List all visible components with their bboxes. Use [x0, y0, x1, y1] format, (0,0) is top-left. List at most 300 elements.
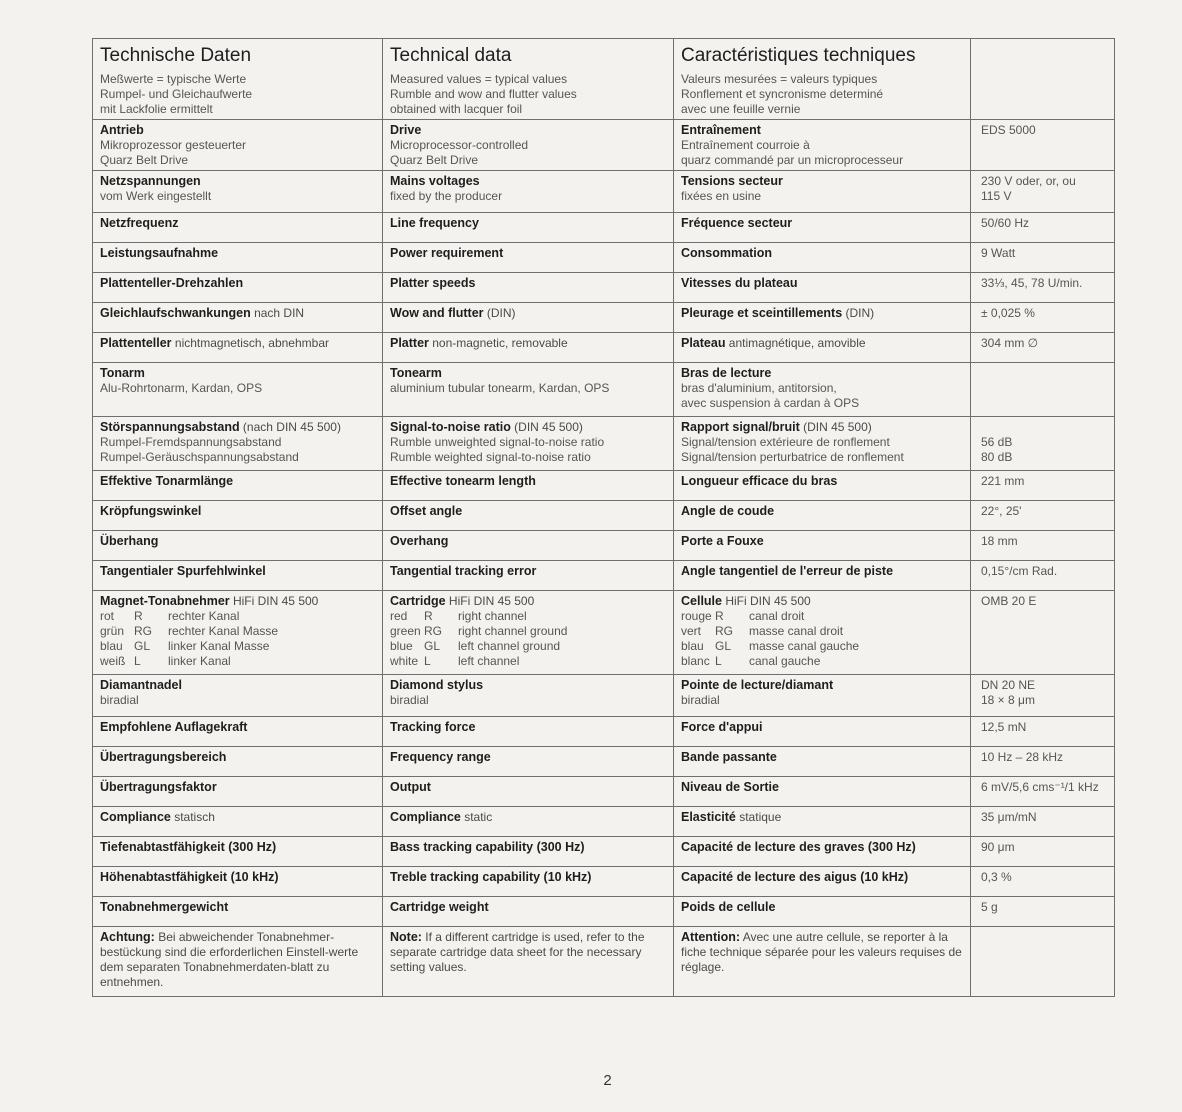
spec-label: Bras de lecture	[681, 366, 772, 380]
spec-label-extra: antimagnétique, amovible	[725, 336, 866, 350]
spec-value-line: 33⅓, 45, 78 U/min.	[981, 276, 1083, 290]
spec-label: Magnet-Tonabnehmer	[100, 594, 230, 608]
note-value	[971, 927, 1115, 997]
spec-cell-fr	[674, 561, 971, 591]
spec-label: Kröpfungswinkel	[100, 504, 202, 518]
spec-cell-de	[93, 531, 383, 561]
spec-value	[971, 213, 1115, 243]
spec-value	[971, 171, 1115, 213]
spec-label-extra: HiFi DIN 45 500	[722, 594, 811, 608]
header-de-sub: Rumpel- und Gleichaufwerte	[100, 87, 253, 101]
spec-label: Overhang	[390, 534, 449, 548]
spec-label: Fréquence secteur	[681, 216, 793, 230]
spec-cell-de	[93, 471, 383, 501]
spec-row	[93, 303, 1115, 333]
spec-sub: Mikroprozessor gesteuerter	[100, 138, 247, 152]
spec-cell-fr	[674, 897, 971, 927]
spec-value	[971, 777, 1115, 807]
header-value	[971, 39, 1115, 120]
spec-label: Effective tonearm length	[390, 474, 536, 488]
wire-color-entry: RG	[715, 624, 733, 638]
spec-sub: biradial	[100, 693, 139, 707]
header-fr-sub: avec une feuille vernie	[681, 102, 801, 116]
wire-color-entry: white	[390, 654, 419, 668]
spec-label: Consommation	[681, 246, 772, 260]
spec-value-line: 35 μm/mN	[981, 810, 1037, 824]
spec-label: Line frequency	[390, 216, 479, 230]
spec-label-extra: HiFi DIN 45 500	[229, 594, 319, 608]
wire-color-entry: R	[134, 609, 143, 623]
spec-row	[93, 717, 1115, 747]
spec-sub: Signal/tension perturbatrice de ronflement	[681, 450, 904, 464]
wire-color-entry: R	[715, 609, 724, 623]
spec-cell-de	[93, 171, 383, 213]
spec-cell-de	[93, 561, 383, 591]
spec-label-extra: nach DIN	[250, 306, 305, 320]
header-en-sub: Measured values = typical values	[390, 72, 568, 86]
spec-cell-de	[93, 897, 383, 927]
header-fr	[674, 39, 971, 120]
spec-label: Pleurage et sceintillements	[681, 306, 843, 320]
spec-label-extra: (DIN)	[842, 306, 875, 320]
spec-cell-de	[93, 747, 383, 777]
notes-row	[93, 927, 1115, 997]
spec-value-line: OMB 20 E	[981, 594, 1037, 608]
note-label: Attention:	[681, 930, 741, 944]
spec-row	[93, 867, 1115, 897]
spec-value-line: DN 20 NE	[981, 678, 1036, 692]
spec-cell-de	[93, 777, 383, 807]
spec-label: Cellule	[681, 594, 722, 608]
technical-data-table	[92, 38, 1115, 997]
spec-cell-en	[383, 747, 674, 777]
header-fr-sub: Valeurs mesurées = valeurs typiques	[681, 72, 878, 86]
spec-sub: Alu-Rohrtonarm, Kardan, OPS	[100, 381, 263, 395]
wire-color-entry: grün	[100, 624, 125, 638]
spec-label: Output	[390, 780, 431, 794]
spec-value-line: 18 × 8 μm	[981, 693, 1035, 707]
wire-color-entry: canal gauche	[749, 654, 821, 668]
spec-cell-en	[383, 243, 674, 273]
spec-label: Tonabnehmergewicht	[100, 900, 229, 914]
wire-color-entry: right channel ground	[458, 624, 568, 638]
spec-cell-fr	[674, 717, 971, 747]
spec-label: Plateau	[681, 336, 726, 350]
wire-color-entry: blanc	[681, 654, 710, 668]
spec-label-extra: non-magnetic, removable	[428, 336, 568, 350]
spec-cell-en	[383, 675, 674, 717]
spec-sub: Microprocessor-controlled	[390, 138, 529, 152]
spec-row	[93, 213, 1115, 243]
spec-value	[971, 867, 1115, 897]
spec-value-line: 0,15°/cm Rad.	[981, 564, 1058, 578]
spec-label: Pointe de lecture/diamant	[681, 678, 834, 692]
wire-color-list	[100, 609, 375, 669]
spec-sub: Rumpel-Fremdspannungsabstand	[100, 435, 282, 449]
spec-cell-fr	[674, 120, 971, 171]
spec-label: Plattenteller	[100, 336, 172, 350]
note-text: Avec une autre cellule, se reporter à la fiche technique séparée pour les valeurs requises de réglage.	[681, 930, 962, 974]
spec-cell-fr	[674, 417, 971, 471]
wire-color-entry: vert	[681, 624, 702, 638]
spec-value-line: 6 mV/5,6 cms⁻¹/1 kHz	[981, 780, 1099, 794]
spec-cell-de	[93, 363, 383, 417]
spec-value	[971, 501, 1115, 531]
spec-row	[93, 561, 1115, 591]
spec-value-line: 304 mm ∅	[981, 336, 1039, 350]
spec-label: Longueur efficace du bras	[681, 474, 838, 488]
spec-label-extra: (nach DIN 45 500)	[239, 420, 341, 434]
spec-value-line: 230 V oder, or, ou	[981, 174, 1076, 188]
spec-label: Plattenteller-Drehzahlen	[100, 276, 244, 290]
spec-label: Gleichlaufschwankungen	[100, 306, 251, 320]
spec-label: Diamantnadel	[100, 678, 182, 692]
spec-row	[93, 531, 1115, 561]
spec-cell-de	[93, 591, 383, 675]
spec-value	[971, 591, 1115, 675]
spec-label: Leistungsaufnahme	[100, 246, 219, 260]
spec-label: Bande passante	[681, 750, 777, 764]
spec-cell-fr	[674, 867, 971, 897]
spec-row	[93, 363, 1115, 417]
header-en-title: Technical data	[390, 45, 512, 66]
spec-cell-en	[383, 501, 674, 531]
spec-cell-de	[93, 303, 383, 333]
spec-label: Angle de coude	[681, 504, 775, 518]
spec-sub: biradial	[390, 693, 429, 707]
spec-value-line: 115 V	[981, 189, 1012, 203]
spec-cell-fr	[674, 591, 971, 675]
spec-cell-fr	[674, 303, 971, 333]
spec-value	[971, 303, 1115, 333]
spec-label-extra: (DIN 45 500)	[510, 420, 583, 434]
note-label: Achtung:	[100, 930, 155, 944]
spec-value	[971, 807, 1115, 837]
spec-value	[971, 675, 1115, 717]
page-number: 2	[603, 1072, 612, 1089]
spec-cell-en	[383, 717, 674, 747]
spec-label: Compliance	[100, 810, 171, 824]
spec-label: Tangential tracking error	[390, 564, 537, 578]
note-cell-fr	[674, 927, 971, 997]
spec-label: Empfohlene Auflagekraft	[100, 720, 248, 734]
spec-value-line: 22°, 25'	[981, 504, 1022, 518]
spec-label: Übertragungsfaktor	[100, 780, 217, 794]
spec-sub: aluminium tubular tonearm, Kardan, OPS	[390, 381, 610, 395]
wire-color-entry: L	[715, 654, 722, 668]
spec-label: Cartridge	[390, 594, 446, 608]
spec-label: Elasticité	[681, 810, 736, 824]
spec-cell-de	[93, 867, 383, 897]
wire-color-entry: rechter Kanal Masse	[168, 624, 279, 638]
spec-label: Antrieb	[100, 123, 144, 137]
spec-label: Mains voltages	[390, 174, 480, 188]
header-row	[93, 39, 1115, 120]
wire-color-entry: linker Kanal Masse	[168, 639, 270, 653]
spec-label: Übertragungsbereich	[100, 750, 227, 764]
spec-label: Wow and flutter	[390, 306, 484, 320]
header-fr-title: Caractéristiques techniques	[681, 45, 916, 66]
spec-cell-en	[383, 807, 674, 837]
spec-cell-de	[93, 273, 383, 303]
spec-value	[971, 120, 1115, 171]
spec-label: Platter speeds	[390, 276, 476, 290]
spec-sub: vom Werk eingestellt	[100, 189, 212, 203]
wire-color-entry: linker Kanal	[168, 654, 231, 668]
spec-cell-fr	[674, 171, 971, 213]
wire-color-entry: left channel	[458, 654, 520, 668]
spec-label: Tiefenabtastfähigkeit (300 Hz)	[100, 840, 277, 854]
spec-row	[93, 747, 1115, 777]
wire-color-list	[390, 609, 666, 669]
wire-color-entry: RG	[134, 624, 152, 638]
spec-row	[93, 807, 1115, 837]
wire-color-entry: canal droit	[749, 609, 805, 623]
spec-sub: Rumble unweighted signal-to-noise ratio	[390, 435, 605, 449]
spec-label: Platter	[390, 336, 429, 350]
wire-color-list	[681, 609, 963, 669]
spec-label: Cartridge weight	[390, 900, 489, 914]
spec-sub: Quarz Belt Drive	[390, 153, 479, 167]
spec-cell-fr	[674, 747, 971, 777]
spec-cell-fr	[674, 333, 971, 363]
spec-row	[93, 471, 1115, 501]
spec-value	[971, 717, 1115, 747]
spec-label-extra: HiFi DIN 45 500	[445, 594, 535, 608]
spec-label: Treble tracking capability (10 kHz)	[390, 870, 592, 884]
spec-cell-en	[383, 213, 674, 243]
spec-row	[93, 120, 1115, 171]
spec-value-line: 10 Hz – 28 kHz	[981, 750, 1064, 764]
spec-label: Porte a Fouxe	[681, 534, 764, 548]
note-cell-en	[383, 927, 674, 997]
header-en-sub: Rumble and wow and flutter values	[390, 87, 577, 101]
spec-cell-en	[383, 273, 674, 303]
spec-value-line: 90 μm	[981, 840, 1015, 854]
spec-cell-en	[383, 777, 674, 807]
spec-label: Tonearm	[390, 366, 442, 380]
spec-sub: avec suspension à cardan à OPS	[681, 396, 860, 410]
spec-value-line: 221 mm	[981, 474, 1025, 488]
wire-color-entry: masse canal droit	[749, 624, 844, 638]
wire-color-entry: right channel	[458, 609, 527, 623]
wire-color-entry: rechter Kanal	[168, 609, 240, 623]
spec-cell-fr	[674, 243, 971, 273]
spec-label-extra: statique	[735, 810, 782, 824]
spec-label: Rapport signal/bruit	[681, 420, 800, 434]
spec-row	[93, 171, 1115, 213]
spec-cell-de	[93, 837, 383, 867]
spec-label: Vitesses du plateau	[681, 276, 798, 290]
spec-cell-en	[383, 561, 674, 591]
spec-value	[971, 333, 1115, 363]
spec-cell-de	[93, 675, 383, 717]
wire-color-entry: GL	[715, 639, 732, 653]
wire-color-entry: R	[424, 609, 433, 623]
spec-sub: Rumble weighted signal-to-noise ratio	[390, 450, 591, 464]
wire-color-entry: blue	[390, 639, 413, 653]
spec-cell-en	[383, 591, 674, 675]
spec-cell-fr	[674, 807, 971, 837]
spec-cell-en	[383, 867, 674, 897]
spec-value-line	[981, 420, 1107, 435]
spec-label: Tangentialer Spurfehlwinkel	[100, 564, 266, 578]
header-de-sub: Meßwerte = typische Werte	[100, 72, 247, 86]
spec-value	[971, 417, 1115, 471]
spec-label: Bass tracking capability (300 Hz)	[390, 840, 585, 854]
spec-sub: quarz commandé par un microprocesseur	[681, 153, 904, 167]
spec-cell-de	[93, 807, 383, 837]
spec-cell-de	[93, 333, 383, 363]
spec-label: Entraînement	[681, 123, 761, 137]
spec-sub: biradial	[681, 693, 720, 707]
spec-row	[93, 897, 1115, 927]
note-text: Bei abweichender Tonabnehmer-bestückung sind die erforderlichen Einstell-werte dem separaten Tonabnehmerdaten-blatt zu entnehmen.	[100, 930, 359, 989]
spec-cell-en	[383, 120, 674, 171]
spec-cell-fr	[674, 837, 971, 867]
wire-color-entry: rouge	[681, 609, 712, 623]
spec-label: Tonarm	[100, 366, 145, 380]
spec-cell-fr	[674, 273, 971, 303]
spec-label: Netzfrequenz	[100, 216, 179, 230]
spec-value-line: 5 g	[981, 900, 998, 914]
spec-value	[971, 363, 1115, 417]
spec-sub: Rumpel-Geräuschspannungsabstand	[100, 450, 299, 464]
spec-value	[971, 837, 1115, 867]
spec-label: Offset angle	[390, 504, 463, 518]
header-en-sub: obtained with lacquer foil	[390, 102, 523, 116]
spec-label-extra: static	[460, 810, 493, 824]
spec-cell-de	[93, 120, 383, 171]
header-de-title: Technische Daten	[100, 45, 252, 66]
spec-row	[93, 333, 1115, 363]
spec-cell-de	[93, 213, 383, 243]
note-label: Note:	[390, 930, 422, 944]
spec-label: Drive	[390, 123, 422, 137]
spec-cell-en	[383, 333, 674, 363]
spec-label: Capacité de lecture des aigus (10 kHz)	[681, 870, 909, 884]
spec-cell-en	[383, 897, 674, 927]
spec-label-extra: statisch	[170, 810, 215, 824]
spec-label: Poids de cellule	[681, 900, 776, 914]
spec-value	[971, 243, 1115, 273]
header-de-sub: mit Lackfolie ermittelt	[100, 102, 213, 116]
wire-color-entry: weiß	[100, 654, 126, 668]
spec-value	[971, 897, 1115, 927]
spec-value	[971, 747, 1115, 777]
spec-row	[93, 591, 1115, 675]
spec-cell-de	[93, 501, 383, 531]
header-fr-sub: Ronflement et syncronisme determiné	[681, 87, 884, 101]
spec-cell-en	[383, 837, 674, 867]
spec-cell-de	[93, 243, 383, 273]
wire-color-entry: L	[424, 654, 431, 668]
spec-cell-fr	[674, 501, 971, 531]
spec-label: Power requirement	[390, 246, 504, 260]
spec-value-line: ± 0,025 %	[981, 306, 1035, 320]
spec-row	[93, 417, 1115, 471]
spec-cell-fr	[674, 777, 971, 807]
spec-label: Diamond stylus	[390, 678, 484, 692]
spec-row	[93, 243, 1115, 273]
spec-label: Netzspannungen	[100, 174, 201, 188]
spec-label: Effektive Tonarmlänge	[100, 474, 234, 488]
note-cell-de	[93, 927, 383, 997]
spec-value-line: 12,5 mN	[981, 720, 1027, 734]
wire-color-entry: L	[134, 654, 141, 668]
spec-sub: fixées en usine	[681, 189, 762, 203]
spec-cell-de	[93, 717, 383, 747]
header-en	[383, 39, 674, 120]
spec-value-line: 80 dB	[981, 450, 1013, 464]
spec-sub: Signal/tension extérieure de ronflement	[681, 435, 890, 449]
spec-sub: bras d'aluminium, antitorsion,	[681, 381, 837, 395]
spec-row	[93, 675, 1115, 717]
spec-cell-fr	[674, 531, 971, 561]
spec-label: Force d'appui	[681, 720, 763, 734]
spec-value	[971, 561, 1115, 591]
spec-cell-en	[383, 363, 674, 417]
spec-cell-en	[383, 531, 674, 561]
spec-row	[93, 837, 1115, 867]
spec-label: Niveau de Sortie	[681, 780, 779, 794]
spec-cell-de	[93, 417, 383, 471]
spec-value-line: 0,3 %	[981, 870, 1012, 884]
spec-cell-en	[383, 303, 674, 333]
spec-cell-fr	[674, 675, 971, 717]
spec-label-extra: (DIN)	[483, 306, 516, 320]
spec-label: Angle tangentiel de l'erreur de piste	[681, 564, 894, 578]
spec-label-extra: (DIN 45 500)	[799, 420, 872, 434]
wire-color-entry: blau	[100, 639, 123, 653]
spec-cell-fr	[674, 213, 971, 243]
spec-label: Capacité de lecture des graves (300 Hz)	[681, 840, 916, 854]
spec-cell-fr	[674, 471, 971, 501]
spec-label: Höhenabtastfähigkeit (10 kHz)	[100, 870, 279, 884]
spec-sub: Entraînement courroie à	[681, 138, 810, 152]
wire-color-entry: rot	[100, 609, 115, 623]
spec-label: Frequency range	[390, 750, 491, 764]
wire-color-entry: green	[390, 624, 421, 638]
spec-value	[971, 531, 1115, 561]
spec-label: Signal-to-noise ratio	[390, 420, 511, 434]
spec-value-line: 18 mm	[981, 534, 1018, 548]
spec-label: Tracking force	[390, 720, 476, 734]
header-de	[93, 39, 383, 120]
spec-sub: fixed by the producer	[390, 189, 503, 203]
spec-label: Tensions secteur	[681, 174, 783, 188]
spec-cell-en	[383, 417, 674, 471]
spec-row	[93, 501, 1115, 531]
spec-value-line: EDS 5000	[981, 123, 1036, 137]
spec-label-extra: nichtmagnetisch, abnehmbar	[171, 336, 329, 350]
note-text: If a different cartridge is used, refer to the separate cartridge data sheet for the necessary setting values.	[390, 930, 645, 974]
wire-color-entry: GL	[424, 639, 441, 653]
wire-color-entry: RG	[424, 624, 442, 638]
wire-color-entry: red	[390, 609, 408, 623]
wire-color-entry: blau	[681, 639, 704, 653]
spec-cell-en	[383, 471, 674, 501]
spec-label: Compliance	[390, 810, 461, 824]
spec-value	[971, 471, 1115, 501]
spec-sub: Quarz Belt Drive	[100, 153, 189, 167]
spec-cell-fr	[674, 363, 971, 417]
spec-value-line: 56 dB	[981, 435, 1013, 449]
spec-value-line: 50/60 Hz	[981, 216, 1030, 230]
spec-label: Störspannungsabstand	[100, 420, 240, 434]
spec-row	[93, 273, 1115, 303]
wire-color-entry: masse canal gauche	[749, 639, 860, 653]
